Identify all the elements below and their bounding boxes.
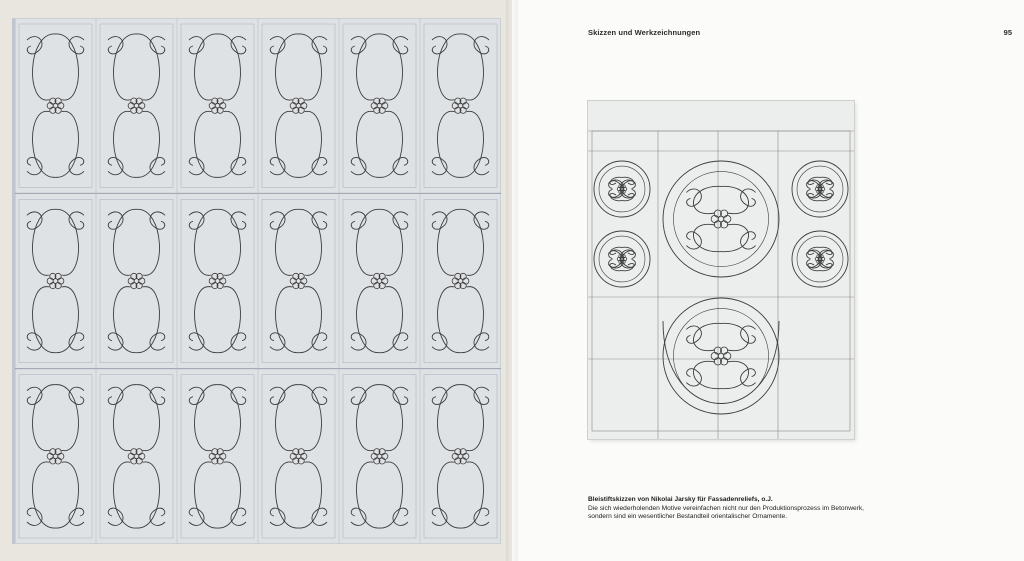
- ornament-grid-drawing: [15, 18, 501, 544]
- caption-title: Bleistiftskizzen von Nikolai Jarsky für Fassadenreliefs, o.J.: [588, 496, 773, 503]
- pencil-sketch-right: [588, 101, 854, 439]
- caption-body: Die sich wiederholenden Motive vereinfachen nicht nur den Produktionsprozess im Betonwerk, sondern sind ein wesentlicher Bestandteil orientalischer Ornamente.: [588, 504, 864, 521]
- pencil-sketch-left: [12, 18, 501, 544]
- page-number: 95: [1003, 28, 1012, 37]
- running-head: Skizzen und Werkzeichnungen: [588, 28, 701, 37]
- figure-caption: [588, 496, 868, 522]
- medallion-drawing: [588, 101, 854, 439]
- right-page: [512, 0, 1024, 561]
